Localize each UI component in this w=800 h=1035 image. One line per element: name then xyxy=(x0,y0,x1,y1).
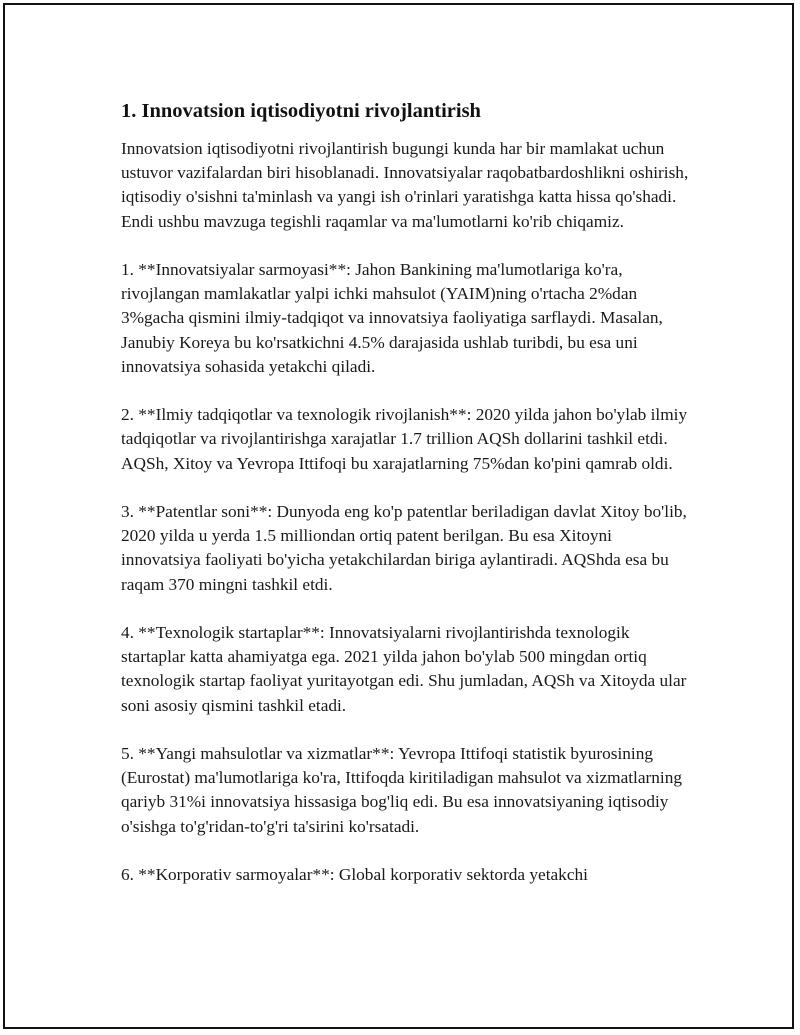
paragraph-patents: 3. **Patentlar soni**: Dunyoda eng ko'p patentlar beriladigan davlat Xitoy bo'lib, 2020 yilda u yerda 1.5 milliondan ortiq patent berilgan. Bu esa Xitoyni innovatsiya faoliyati bo'yicha yetakchilardan biriga aylantiradi. AQShda esa bu raqam 370 mingni tashkil etdi. xyxy=(121,502,687,594)
document-page xyxy=(3,3,794,1029)
paragraph-innovation-investment: 1. **Innovatsiyalar sarmoyasi**: Jahon Bankining ma'lumotlariga ko'ra, rivojlangan mamlakatlar yalpi ichki mahsulot (YAIM)ning o'rtacha 2%dan 3%gacha qismini ilmiy-tadqiqot va innovatsiya faoliyatiga sarflaydi. Masalan, Janubiy Koreya bu ko'rsatkichni 4.5% darajasida ushlab turibdi, bu esa uni innovatsiya sohasida yetakchi qiladi. xyxy=(121,260,663,376)
paragraph-research-development: 2. **Ilmiy tadqiqotlar va texnologik rivojlanish**: 2020 yilda jahon bo'ylab ilmiy tadqiqotlar va rivojlantirishga xarajatlar 1.7 trillion AQSh dollarini tashkil etdi. AQSh, Xitoy va Yevropa Ittifoqi bu xarajatlarning 75%dan ko'pini qamrab oldi. xyxy=(121,405,688,473)
document-title: 1. Innovatsion iqtisodiyotni rivojlantirish xyxy=(121,100,481,122)
paragraph-corporate-investments: 6. **Korporativ sarmoyalar**: Global korporativ sektorda yetakchi xyxy=(121,865,588,884)
intro-paragraph: Innovatsion iqtisodiyotni rivojlantirish bugungi kunda har bir mamlakat uchun ustuvor vazifalardan biri hisoblanadi. Innovatsiyalar raqobatbardoshlikni oshirish, iqtisodiy o'sishni ta'minlash va yangi ish o'rinlari yaratishga katta hissa qo'shadi. Endi ushbu mavzuga tegishli raqamlar va ma'lumotlarni ko'rib chiqamiz. xyxy=(121,139,689,231)
paragraph-new-products-services: 5. **Yangi mahsulotlar va xizmatlar**: Yevropa Ittifoqi statistik byurosining (Eurostat) ma'lumotlariga ko'ra, Ittifoqda kiritiladigan mahsulot va xizmatlarning qariyb 31%i innovatsiya hissasiga bog'liq edi. Bu esa innovatsiyaning iqtisodiy o'sishga to'g'ridan-to'g'ri ta'sirini ko'rsatadi. xyxy=(121,744,682,836)
document-body xyxy=(121,97,691,911)
paragraph-tech-startups: 4. **Texnologik startaplar**: Innovatsiyalarni rivojlantirishda texnologik startaplar katta ahamiyatga ega. 2021 yilda jahon bo'ylab 500 mingdan ortiq texnologik startap faoliyat yuritayotgan edi. Shu jumladan, AQSh va Xitoyda ular soni asosiy qismini tashkil etadi. xyxy=(121,623,687,715)
